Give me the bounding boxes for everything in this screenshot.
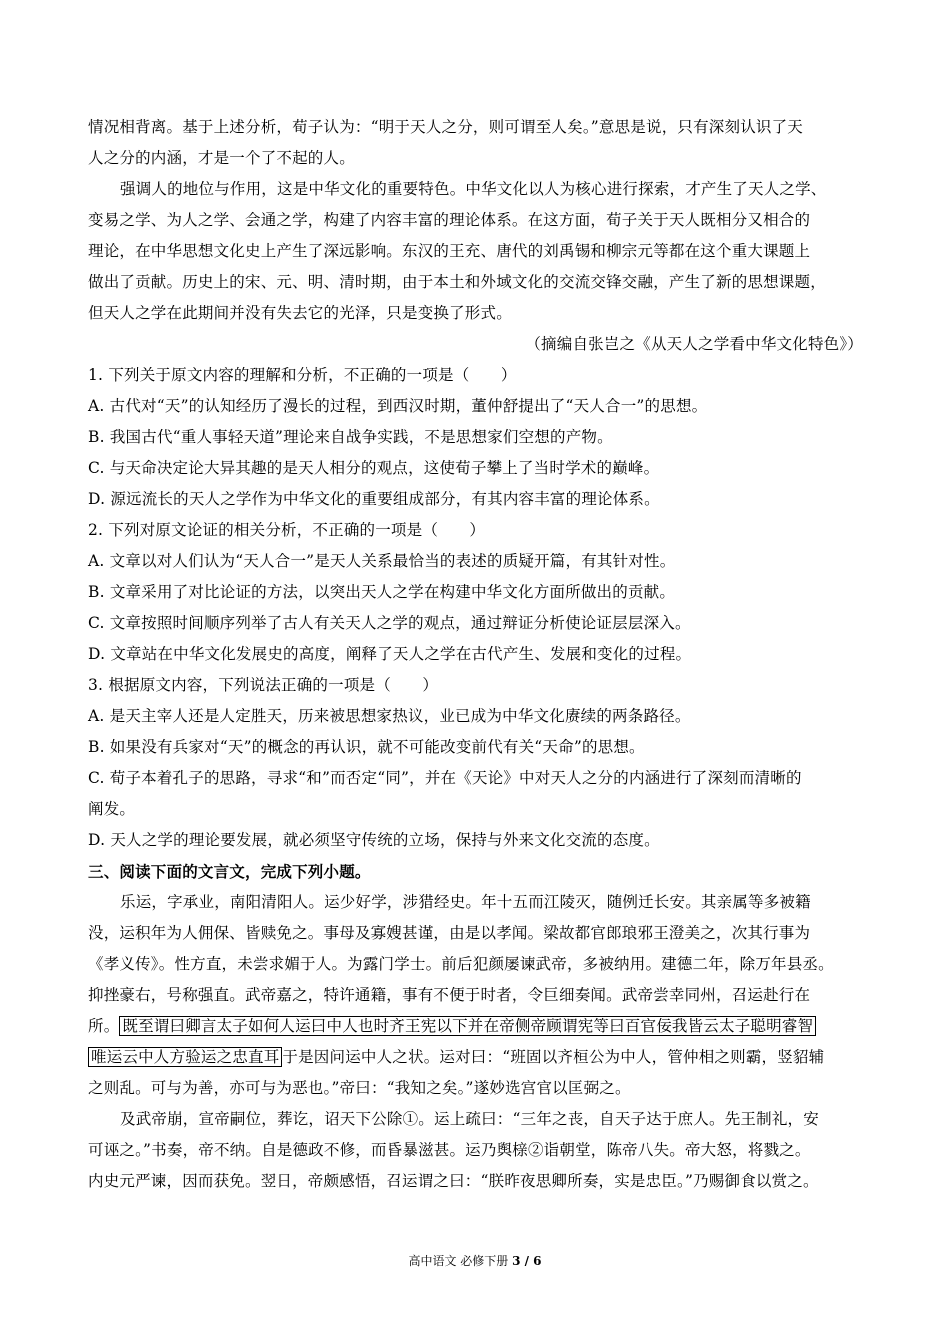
question-option: D. 天人之学的理论要发展，就必须坚守传统的立场，保持与外来文化交流的态度。 (88, 831, 660, 849)
question-option: C. 与天命决定论大异其趣的是天人相分的观点，这使荀子攀上了当时学术的巅峰。 (88, 459, 660, 477)
classical-line: 乐运，字承业，南阳清阳人。运少好学，涉猎经史。年十五而江陵灭，随例迁长安。其亲属等多被籍 (120, 893, 811, 911)
section-heading: 三、阅读下面的文言文，完成下列小题。 (88, 862, 371, 881)
page-number: 3 / 6 (512, 1254, 542, 1268)
classical-line-boxed-start (88, 1011, 863, 1042)
source-citation: （摘编自张岂之《从天人之学看中华文化特色》） (525, 335, 863, 353)
page-footer (0, 1253, 950, 1269)
classical-text: 于是因问运中人之状。运对曰：“班固以齐桓公为中人，管仲相之则霸，竖貂辅 (282, 1048, 825, 1066)
classical-line: 可诬之。”书奏，帝不纳。自是德政不修，而昏暴滋甚。运乃舆榇②诣朝堂，陈帝八失。帝大怒，将戮之。 (88, 1141, 811, 1159)
question-option: B. 如果没有兵家对“天”的概念的再认识，就不可能改变前代有关“天命”的思想。 (88, 738, 645, 756)
passage-line: 强调人的地位与作用，这是中华文化的重要特色。中华文化以人为核心进行探索，才产生了天人之学、 (120, 180, 827, 198)
footer-label: 高中语文 必修下册 (408, 1254, 513, 1268)
question-stem: 3. 根据原文内容，下列说法正确的一项是（ ） (88, 676, 439, 694)
passage-line: 情况相背离。基于上述分析，荀子认为：“明于天人之分，则可谓至人矣。”意思是说，只有深刻认识了天 (88, 118, 804, 136)
question-stem: 2. 下列对原文论证的相关分析，不正确的一项是（ ） (88, 521, 486, 539)
passage-line: 理论，在中华思想文化史上产生了深远影响。东汉的王充、唐代的刘禹锡和柳宗元等都在这个重大课题上 (88, 242, 811, 260)
boxed-sentence-part-1: 既至谓曰卿言太子如何人运曰中人也时齐王宪以下并在帝侧帝顾谓宪等曰百官佞我皆云太子聪明睿智 (119, 1016, 816, 1036)
passage-line: 变易之学、为人之学、会通之学，构建了内容丰富的理论体系。在这方面，荀子关于天人既相分又相合的 (88, 211, 811, 229)
passage-line: 做出了贡献。历史上的宋、元、明、清时期，由于本土和外域文化的交流交锋交融，产生了新的思想课题， (88, 273, 826, 291)
boxed-sentence-part-2: 唯运云中人方验运之忠直耳 (88, 1047, 282, 1067)
question-option: D. 文章站在中华文化发展史的高度，阐释了天人之学在古代产生、发展和变化的过程。 (88, 645, 692, 663)
question-option: A. 是天主宰人还是人定胜天，历来被思想家热议，业已成为中华文化赓续的两条路径。 (88, 707, 691, 725)
question-option: D. 源远流长的天人之学作为中华文化的重要组成部分，有其内容丰富的理论体系。 (88, 490, 660, 508)
question-option: C. 文章按照时间顺序列举了古人有关天人之学的观点，通过辩证分析使论证层层深入。 (88, 614, 691, 632)
classical-line: 《孝义传》。性方直，未尝求媚于人。为露门学士。前后犯颜屡谏武帝，多被纳用。建德二年，除万年县丞。 (88, 955, 834, 973)
question-option: 阐发。 (88, 800, 136, 818)
classical-line: 内史元严谏，因而获免。翌日，帝颇感悟，召运谓之曰：“朕昨夜思卿所奏，实是忠臣。”乃赐御食以赏之。 (88, 1172, 819, 1190)
classical-line: 抑挫豪右，号称强直。武帝嘉之，特许通籍，事有不便于时者，令巨细奏闻。武帝尝幸同州，召运赴行在 (88, 986, 811, 1004)
question-option: A. 文章以对人们认为“天人合一”是天人关系最恰当的表述的质疑开篇，有其针对性。 (88, 552, 676, 570)
classical-text: 所。 (88, 1017, 120, 1035)
classical-line: 没，运积年为人佣保、皆赎免之。事母及寡嫂甚谨，由是以孝闻。梁故都官郎琅邪王澄美之，次其行事为 (88, 924, 811, 942)
passage-line: 但天人之学在此期间并没有失去它的光泽，只是变换了形式。 (88, 304, 512, 322)
question-option: A. 古代对“天”的认知经历了漫长的过程，到西汉时期，董仲舒提出了“天人合一”的思想。 (88, 397, 708, 415)
question-option: B. 文章采用了对比论证的方法，以突出天人之学在构建中华文化方面所做出的贡献。 (88, 583, 676, 601)
document-page (88, 112, 863, 1197)
question-option: C. 荀子本着孔子的思路，寻求“和”而否定“同”，并在《天论》中对天人之分的内涵进行了深刻而清晰的 (88, 769, 802, 787)
classical-line: 之则乱。可与为善，亦可与为恶也。”帝曰：“我知之矣。”遂妙选宫官以匡弼之。 (88, 1079, 631, 1097)
question-option: B. 我国古代“重人事轻天道”理论来自战争实践，不是思想家们空想的产物。 (88, 428, 613, 446)
classical-line-boxed-end (88, 1042, 863, 1073)
question-stem: 1. 下列关于原文内容的理解和分析，不正确的一项是（ ） (88, 366, 517, 384)
classical-line: 及武帝崩，宣帝嗣位，葬讫，诏天下公除①。运上疏曰：“三年之丧，自天子达于庶人。先王制礼，安 (120, 1110, 819, 1128)
passage-line: 人之分的内涵，才是一个了不起的人。 (88, 149, 355, 167)
